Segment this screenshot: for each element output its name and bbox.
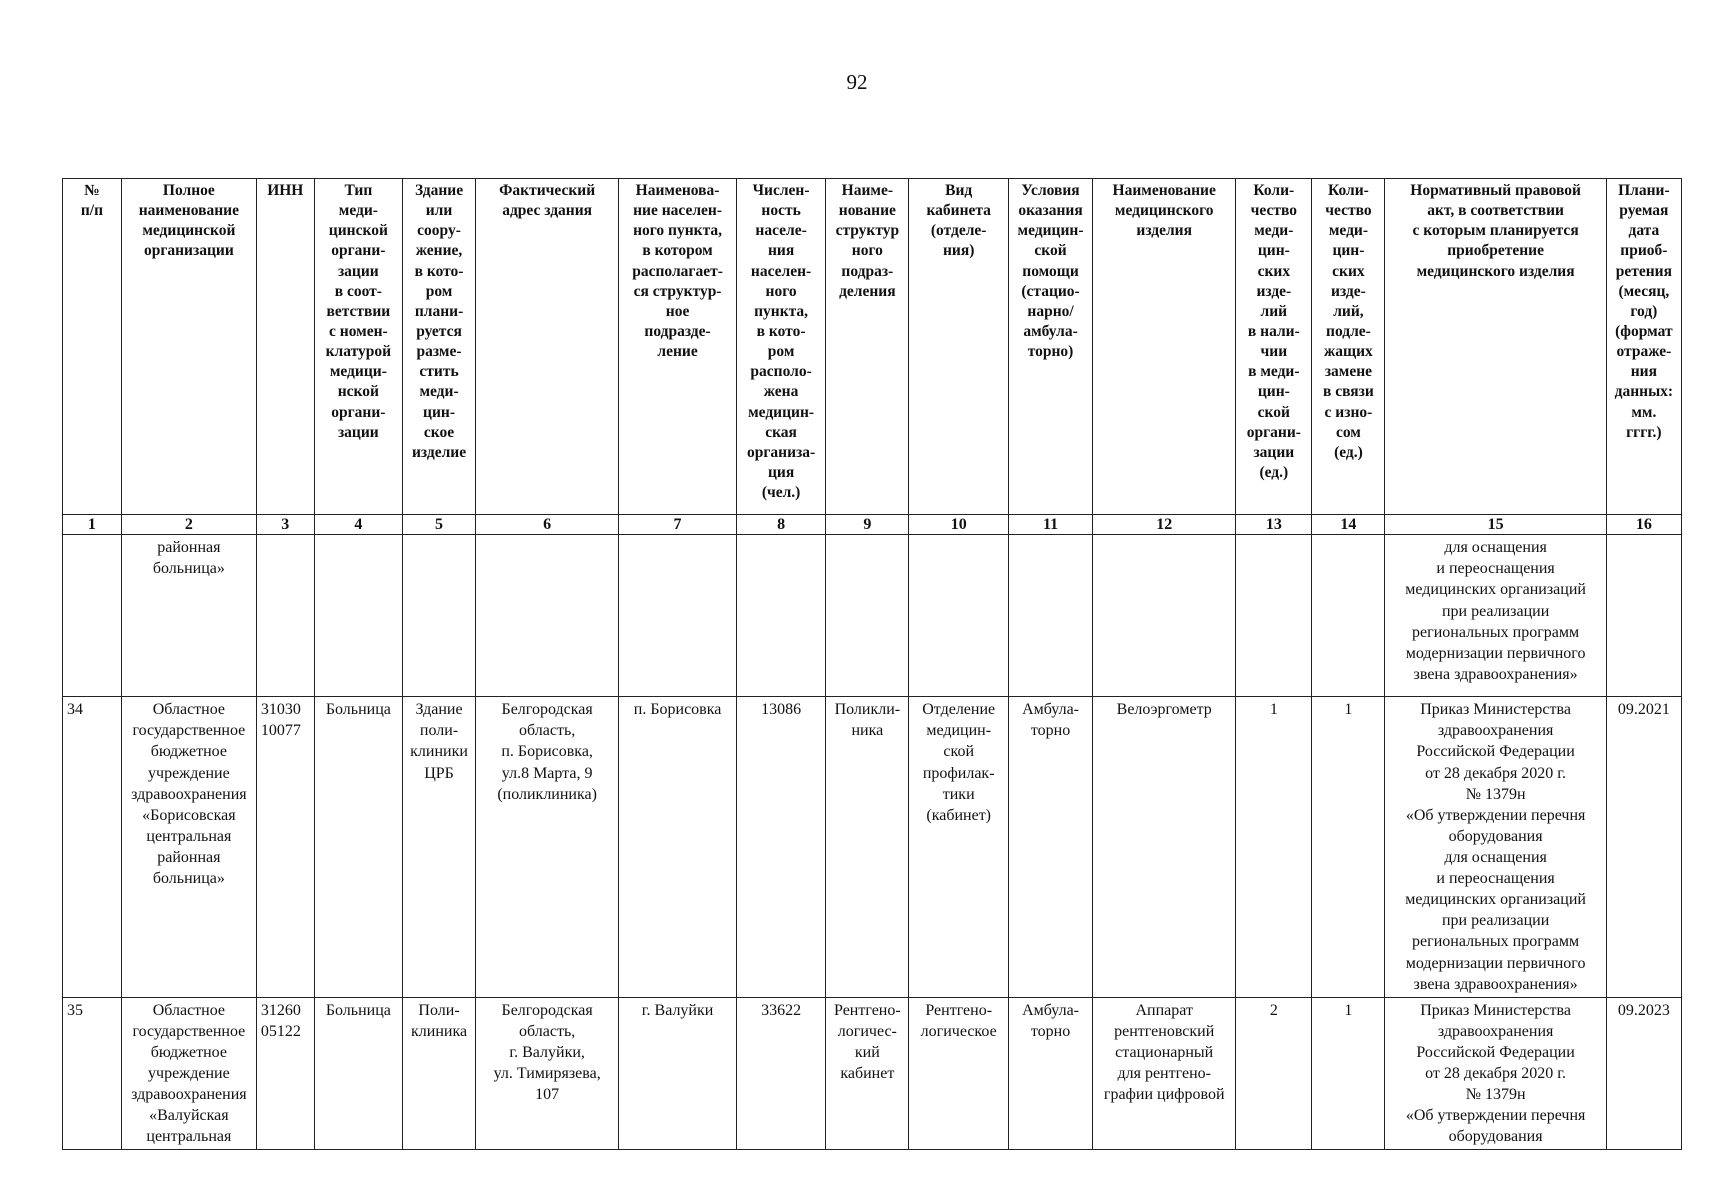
header-row	[63, 179, 1682, 515]
header-cell-organization-name: Полное наименование медицинской организации	[121, 179, 256, 515]
cell-organization-name: Областное государственное бюджетное учреждение здравоохранения «Борисовская центральная районная больница»	[121, 697, 256, 998]
cell-locality: п. Борисовка	[619, 697, 737, 998]
header-cell-address: Фактический адрес здания	[476, 179, 619, 515]
column-number: 4	[314, 515, 402, 535]
cell-number: 35	[63, 997, 122, 1150]
column-number: 15	[1385, 515, 1606, 535]
cell-organization-type	[314, 535, 402, 697]
cell-replace-count	[1312, 535, 1385, 697]
cell-cabinet-type: Рентгено- логическое	[909, 997, 1008, 1150]
cell-address: Белгородская область, г. Валуйки, ул. Тимирязева, 107	[476, 997, 619, 1150]
cell-device-count: 2	[1236, 997, 1312, 1150]
column-number: 16	[1606, 515, 1681, 535]
table-row-35	[63, 997, 1682, 1150]
column-number: 2	[121, 515, 256, 535]
cell-address	[476, 535, 619, 697]
table-row-continuation	[63, 535, 1682, 697]
column-number: 7	[619, 515, 737, 535]
column-number: 11	[1008, 515, 1092, 535]
column-number: 13	[1236, 515, 1312, 535]
cell-device-name	[1093, 535, 1236, 697]
column-number: 5	[403, 515, 476, 535]
column-number: 3	[256, 515, 314, 535]
header-cell-planned-date: Плани- руемая дата приоб- ретения (месяц, год) (формат отраже- ния данных: мм. гггг.)	[1606, 179, 1681, 515]
cell-legal-act: Приказ Министерства здравоохранения Российской Федерации от 28 декабря 2020 г. № 1379н «Об утверждении перечня оборудования для оснащения и переоснащения медицинских организаций при реализации региональных программ модернизации первичного звена здравоохранения»	[1385, 697, 1606, 998]
column-number: 9	[826, 515, 909, 535]
cell-building: Здание поли- клиники ЦРБ	[403, 697, 476, 998]
cell-care-conditions: Амбула- торно	[1008, 997, 1092, 1150]
cell-building	[403, 535, 476, 697]
cell-organization-name: Областное государственное бюджетное учреждение здравоохранения «Валуйская центральная	[121, 997, 256, 1150]
cell-cabinet-type: Отделение медицин- ской профилак- тики (кабинет)	[909, 697, 1008, 998]
cell-inn: 31260 05122	[256, 997, 314, 1150]
header-cell-number: № п/п	[63, 179, 122, 515]
cell-inn	[256, 535, 314, 697]
header-cell-device-count: Коли- чество меди- цин- ских изде- лий в нали- чии в меди- цин- ской органи- зации (ед.)	[1236, 179, 1312, 515]
cell-planned-date	[1606, 535, 1681, 697]
cell-organization-type: Больница	[314, 697, 402, 998]
column-number: 12	[1093, 515, 1236, 535]
cell-structural-unit: Поликли- ника	[826, 697, 909, 998]
cell-device-count	[1236, 535, 1312, 697]
column-number: 6	[476, 515, 619, 535]
header-cell-legal-act: Нормативный правовой акт, в соответствии с которым планируется приобретение медицинского изделия	[1385, 179, 1606, 515]
cell-planned-date: 09.2023	[1606, 997, 1681, 1150]
page-number: 92	[846, 70, 868, 94]
header-cell-inn: ИНН	[256, 179, 314, 515]
cell-device-name: Аппарат рентгеновский стационарный для рентгено- графии цифровой	[1093, 997, 1236, 1150]
cell-planned-date: 09.2021	[1606, 697, 1681, 998]
cell-structural-unit	[826, 535, 909, 697]
cell-legal-act: Приказ Министерства здравоохранения Российской Федерации от 28 декабря 2020 г. № 1379н «Об утверждении перечня оборудования	[1385, 997, 1606, 1150]
cell-organization-type: Больница	[314, 997, 402, 1150]
cell-population: 33622	[736, 997, 825, 1150]
cell-locality: г. Валуйки	[619, 997, 737, 1150]
cell-locality	[619, 535, 737, 697]
cell-number: 34	[63, 697, 122, 998]
header-cell-locality: Наименова- ние населен- ного пункта, в котором располагает- ся структур- ное подразде- ление	[619, 179, 737, 515]
cell-population: 13086	[736, 697, 825, 998]
cell-replace-count: 1	[1312, 697, 1385, 998]
column-numbers-row	[63, 515, 1682, 535]
header-cell-replace-count: Коли- чество меди- цин- ских изде- лий, подле- жащих замене в связи с изно- сом (ед.)	[1312, 179, 1385, 515]
cell-care-conditions	[1008, 535, 1092, 697]
cell-replace-count: 1	[1312, 997, 1385, 1150]
table-row-34	[63, 697, 1682, 998]
cell-legal-act: для оснащения и переоснащения медицинских организаций при реализации региональных программ модернизации первичного звена здравоохранения»	[1385, 535, 1606, 697]
header-cell-population: Числен- ность населе- ния населен- ного пункта, в кото- ром располо- жена медицин- ская организа- ция (чел.)	[736, 179, 825, 515]
column-number: 10	[909, 515, 1008, 535]
cell-population	[736, 535, 825, 697]
header-cell-structural-unit: Наиме- нование структур ного подраз- деления	[826, 179, 909, 515]
cell-inn: 31030 10077	[256, 697, 314, 998]
header-cell-cabinet-type: Вид кабинета (отделе- ния)	[909, 179, 1008, 515]
cell-cabinet-type	[909, 535, 1008, 697]
cell-organization-name: районная больница»	[121, 535, 256, 697]
header-cell-device-name: Наименование медицинского изделия	[1093, 179, 1236, 515]
header-cell-care-conditions: Условия оказания медицин- ской помощи (стацио- нарно/ амбула- торно)	[1008, 179, 1092, 515]
cell-building: Поли- клиника	[403, 997, 476, 1150]
column-number: 14	[1312, 515, 1385, 535]
cell-address: Белгородская область, п. Борисовка, ул.8 Марта, 9 (поликлиника)	[476, 697, 619, 998]
column-number: 1	[63, 515, 122, 535]
cell-device-count: 1	[1236, 697, 1312, 998]
column-number: 8	[736, 515, 825, 535]
cell-device-name: Велоэргометр	[1093, 697, 1236, 998]
cell-number	[63, 535, 122, 697]
cell-care-conditions: Амбула- торно	[1008, 697, 1092, 998]
cell-structural-unit: Рентгено- логичес- кий кабинет	[826, 997, 909, 1150]
header-cell-building: Здание или соору- жение, в кото- ром плани- руется разме- стить меди- цин- ское изделие	[403, 179, 476, 515]
equipment-table	[62, 178, 1682, 1150]
header-cell-organization-type: Тип меди- цинской органи- зации в соот- ветствии с номен- клатурой медици- нской органи- зации	[314, 179, 402, 515]
